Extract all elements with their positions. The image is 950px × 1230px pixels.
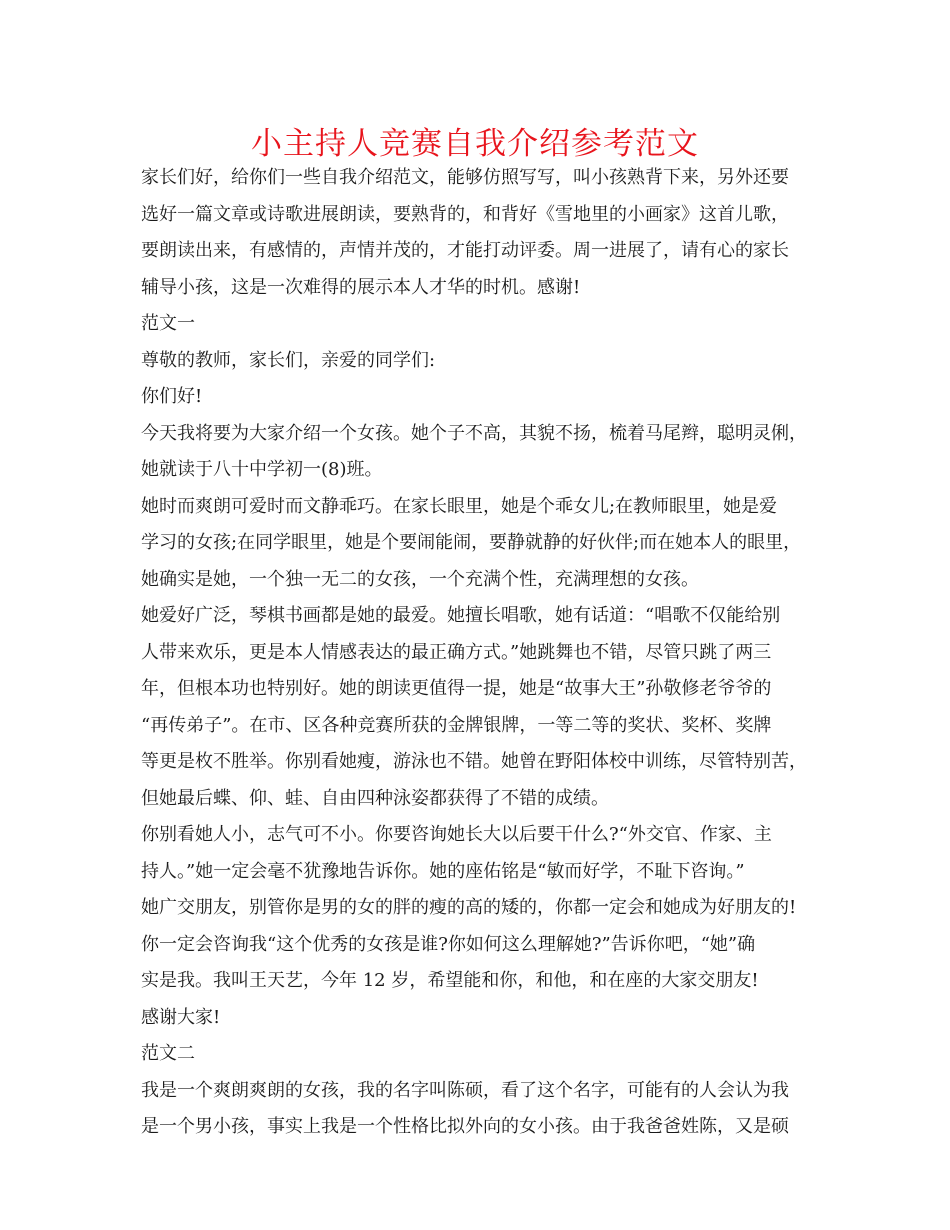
body-line: 家长们好，给你们一些自我介绍范文，能够仿照写写，叫小孩熟背下来，另外还要 [141,167,789,188]
body-line: 实是我。我叫王天艺，今年 12 岁，希望能和你，和他，和在座的大家交朋友! [141,970,759,991]
body-line: 等更是枚不胜举。你别看她瘦，游泳也不错。她曾在野阳体校中训练，尽管特别苦， [141,751,807,772]
section-heading-fanwen-1: 范文一 [141,313,195,334]
body-line: 你别看她人小，志气可不小。你要咨询她长大以后要干什么?“外交官、作家、主 [141,824,772,845]
body-line: 我是一个爽朗爽朗的女孩，我的名字叫陈硕，看了这个名字，可能有的人会认为我 [141,1079,789,1101]
body-line: 你们好! [141,386,203,407]
section-heading-fanwen-2: 范文二 [141,1043,195,1064]
document-body [141,160,821,1146]
body-line: 辅导小孩，这是一次难得的展示本人才华的时机。感谢! [141,276,581,298]
body-line: 人带来欢乐，更是本人情感表达的最正确方式。”她跳舞也不错，尽管只跳了两三 [141,641,772,663]
body-line: 是一个男小孩，事实上我是一个性格比拟外向的女小孩。由于我爸爸姓陈，又是硕 [141,1116,789,1137]
body-line: 她爱好广泛，琴棋书画都是她的最爱。她擅长唱歌，她有话道：“唱歌不仅能给别 [141,605,781,626]
body-line: 学习的女孩;在同学眼里，她是个要闹能闹，要静就静的好伙伴;而在她本人的眼里， [141,532,802,553]
body-line: 尊敬的教师，家长们，亲爱的同学们: [141,349,436,371]
body-line: 她广交朋友，别管你是男的女的胖的瘦的高的矮的，你都一定会和她成为好朋友的! [141,897,797,918]
body-line: 但她最后蝶、仰、蛙、自由四种泳姿都获得了不错的成绩。 [141,787,609,809]
body-line: “再传弟子”。在市、区各种竞赛所获的金牌银牌，一等二等的奖状、奖杯、奖牌 [141,714,772,736]
body-line: 年，但根本功也特别好。她的朗读更值得一提，她是“故事大王”孙敬修老爷爷的 [141,678,772,699]
body-line: 要朗读出来，有感情的，声情并茂的，才能打动评委。周一进展了，请有心的家长 [141,240,789,261]
body-line: 感谢大家! [141,1006,221,1028]
body-line: 她就读于八十中学初一(8)班。 [141,459,383,480]
document-title: 小主持人竞赛自我介绍参考范文 [251,126,699,162]
body-line: 选好一篇文章或诗歌进展朗读，要熟背的，和背好《雪地里的小画家》这首儿歌， [141,203,789,225]
body-line: 今天我将要为大家介绍一个女孩。她个子不高，其貌不扬，梳着马尾辫，聪明灵俐， [141,422,807,444]
body-line: 她确实是她，一个独一无二的女孩，一个充满个性，充满理想的女孩。 [141,568,699,590]
body-line: 你一定会咨询我“这个优秀的女孩是谁?你如何这么理解她?”告诉你吧，“她”确 [141,933,756,955]
body-line: 她时而爽朗可爱时而文静乖巧。在家长眼里，她是个乖女儿;在教师眼里，她是爱 [141,495,778,517]
body-line: 持人。”她一定会毫不犹豫地告诉你。她的座佑铭是“敏而好学，不耻下咨询。” [141,860,745,882]
